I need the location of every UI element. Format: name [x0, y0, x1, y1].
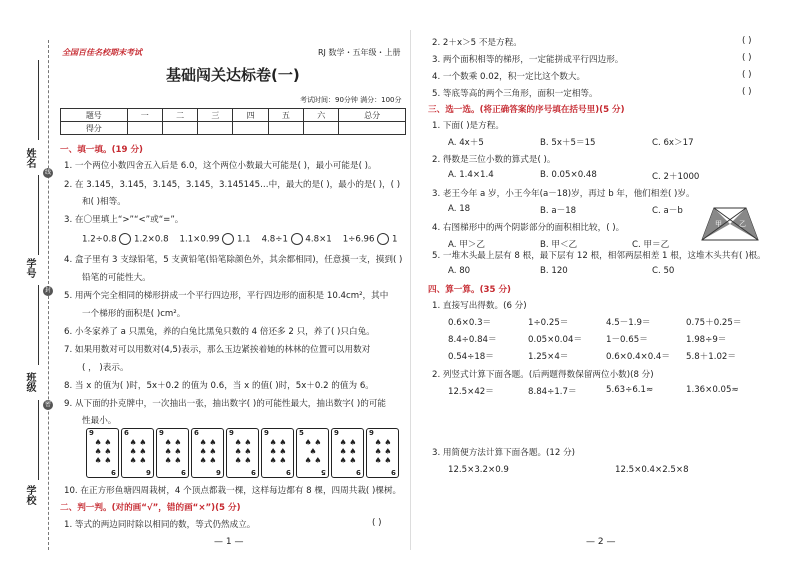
compare-expr: 1.1 [236, 234, 251, 245]
choice-option[interactable]: A. 4x＋5 [448, 138, 484, 148]
choice-5: 5. 一堆木头最上层有 8 根，最下层有 12 根，相邻两层相差 1 根，这堆木头共有( )根。 [432, 251, 766, 261]
spade-pips: ♠ ♠ ♠ ♠ ♠ ♠ [374, 438, 392, 465]
choice-option[interactable]: C. 甲＝乙 [632, 240, 670, 250]
vertical-calc-item: 1.36×0.05≈ [686, 385, 739, 395]
playing-card [156, 428, 189, 478]
compare-circle[interactable] [377, 233, 389, 245]
mental-math-item: 1÷0.25＝ [528, 318, 569, 328]
calc-1-title: 1. 直接写出得数。(6 分) [432, 301, 527, 311]
compare-circle[interactable] [291, 233, 303, 245]
playing-card [191, 428, 224, 478]
compare-row [82, 233, 397, 245]
compare-expr: 1.2÷0.8 [82, 234, 117, 245]
score-cell[interactable] [339, 122, 406, 135]
score-header: 题号 [61, 109, 128, 122]
page-number: — 2 — [586, 537, 616, 547]
card-rank-bottom: 5 [321, 468, 326, 476]
section-1-title: 一、填一填。(19 分) [60, 145, 143, 155]
mental-math-item: 0.54÷18＝ [448, 352, 494, 362]
question-9: 9. 从下面的扑克牌中，一次抽出一张，抽出数字( )的可能性最大，抽出数字( )的可能 [64, 399, 386, 409]
answer-paren[interactable]: ( ) [742, 36, 752, 46]
card-rank: 9 [369, 429, 374, 437]
answer-paren[interactable]: ( ) [742, 70, 752, 80]
spade-pips: ♠ ♠ ♠ ♠ ♠ ♠ [339, 438, 357, 465]
mental-math-item: 1－0.65＝ [606, 335, 648, 345]
score-header: 总分 [339, 109, 406, 122]
playing-card [121, 428, 154, 478]
calc-2-title: 2. 列竖式计算下面各题。(后两题得数保留两位小数)(8 分) [432, 370, 654, 380]
question-1: 1. 一个两位小数四舍五入后是 6.0，这个两位小数最大可能是( )，最小可能是( )。 [64, 161, 377, 171]
spade-pips: ♠ ♠ ♠ ♠ ♠ ♠ [164, 438, 182, 465]
question-5: 5. 用两个完全相同的梯形拼成一个平行四边形，平行四边形的面积是 10.4cm²，其中 [64, 291, 389, 301]
mental-math-item: 5.8＋1.02＝ [686, 352, 736, 362]
judge-2: 2. 2＋x＞5 不是方程。 [432, 38, 522, 48]
compare-expr: 1÷6.96 [342, 234, 375, 245]
section-4-title: 四、算一算。(35 分) [428, 285, 511, 295]
mental-math-item: 1.98÷9＝ [686, 335, 727, 345]
calc-3-title: 3. 用简便方法计算下面各题。(12 分) [432, 448, 576, 458]
judge-3: 3. 两个面积相等的梯形，一定能拼成平行四边形。 [432, 55, 624, 65]
judge-4: 4. 一个数乘 0.02，积一定比这个数大。 [432, 72, 586, 82]
score-header: 五 [268, 109, 303, 122]
vertical-calc-item: 8.84÷1.7＝ [528, 387, 577, 397]
time-info: 考试时间：90分钟 满分：100分 [300, 96, 402, 104]
choice-2: 2. 得数是三位小数的算式是( )。 [432, 155, 556, 165]
vertical-calc-item: 12.5×42＝ [448, 387, 494, 397]
question-2-cont: 和( )相等。 [82, 197, 126, 207]
mental-math-item: 0.6×0.3＝ [448, 318, 492, 328]
trapezoid-figure [700, 206, 760, 242]
card-rank-bottom: 6 [216, 468, 221, 476]
series-label: 全国百佳名校期末考试 [62, 48, 142, 57]
judge-1: 1. 等式的两边同时除以相同的数，等式仍然成立。 [64, 520, 256, 530]
answer-paren[interactable]: ( ) [742, 53, 752, 63]
question-8: 8. 当 x 的值为( )时，5x＋0.2 的值为 0.6，当 x 的值( )时，5x＋0.2 的值为 6。 [64, 381, 374, 391]
compare-expr: 4.8×1 [305, 234, 332, 245]
choice-3: 3. 老王今年 a 岁，小王今年(a－18)岁，再过 b 年，他们相差( )岁。 [432, 189, 695, 199]
spade-pips: ♠ ♠ ♠ ♠ ♠ ♠ [234, 438, 252, 465]
card-rank-bottom: 9 [391, 468, 396, 476]
choice-1: 1. 下面( )是方程。 [432, 121, 504, 131]
card-rank: 9 [89, 429, 94, 437]
simplify-item: 12.5×3.2×0.9 [448, 465, 509, 475]
score-row-label: 得分 [61, 122, 128, 135]
choice-option[interactable]: B. a－18 [540, 206, 577, 216]
card-rank-bottom: 9 [286, 468, 291, 476]
score-cell[interactable] [127, 122, 162, 135]
compare-expr: 1.2×0.8 [134, 234, 169, 245]
question-4-cont: 铅笔的可能性大。 [82, 273, 151, 283]
label-yi: 乙 [739, 220, 746, 228]
mental-math-item: 8.4÷0.84＝ [448, 335, 497, 345]
question-5-cont: 一个梯形的面积是( )cm²。 [82, 309, 186, 319]
answer-paren[interactable]: ( ) [742, 87, 752, 97]
mental-math-item: 0.75＋0.25＝ [686, 318, 742, 328]
school-label: 学校 [24, 485, 35, 505]
choice-option[interactable]: B. 120 [540, 266, 568, 276]
page-title: 基础闯关达标卷(一) [166, 66, 300, 84]
score-header: 三 [198, 109, 233, 122]
page-divider [410, 30, 411, 550]
card-rank-bottom: 9 [251, 468, 256, 476]
compare-circle[interactable] [119, 233, 131, 245]
choice-option[interactable]: B. 5x＋5＝15 [540, 138, 596, 148]
playing-card [331, 428, 364, 478]
mental-math-item: 0.6×0.4×0.4＝ [606, 352, 670, 362]
spade-pips: ♠ ♠ ♠ ♠ ♠ ♠ [94, 438, 112, 465]
playing-card [226, 428, 259, 478]
score-cell[interactable] [162, 122, 197, 135]
choice-option[interactable]: A. 80 [448, 266, 471, 276]
card-rank: 9 [229, 429, 234, 437]
card-rank: 9 [159, 429, 164, 437]
spade-pips: ♠ ♠ ♠ ♠ ♠ ♠ [269, 438, 287, 465]
seal-mark: 线 [44, 169, 51, 176]
choice-option[interactable]: A. 1.4×1.4 [448, 170, 494, 180]
score-cell[interactable] [233, 122, 268, 135]
edition-label: RJ 数学・五年级・上册 [318, 48, 401, 57]
page-number: — 1 — [214, 537, 244, 547]
judge-5: 5. 等底等高的两个三角形，面积一定相等。 [432, 89, 598, 99]
compare-expr: 1.1×0.99 [179, 234, 220, 245]
card-rank-bottom: 9 [181, 468, 186, 476]
question-10: 10. 在正方形鱼塘四周栽树，4 个顶点都栽一棵，这样每边都有 8 棵，四周共栽( )棵树。 [64, 486, 402, 496]
section-2-title: 二、判一判。(对的画“√”，错的画“×”)(5 分) [60, 503, 241, 513]
score-header: 四 [233, 109, 268, 122]
question-4: 4. 盒子里有 3 支绿铅笔，5 支黄铅笔(铅笔除颜色外，其余都相同)，任意摸一支，摸到( ) [64, 255, 403, 265]
question-3: 3. 在〇里填上“>”“<”或“=”。 [64, 215, 184, 225]
playing-card [366, 428, 399, 478]
score-header: 六 [304, 109, 339, 122]
card-rank: 9 [264, 429, 269, 437]
question-2: 2. 在 3.145，3.145，3.145，3.145，3.145145…中，最大的是( )，最小的是( )，( ) [64, 180, 401, 190]
score-cell[interactable] [304, 122, 339, 135]
seal-mark: 封 [44, 287, 51, 294]
card-rank-bottom: 6 [146, 468, 151, 476]
compare-circle[interactable] [222, 233, 234, 245]
choice-option[interactable]: A. 18 [448, 204, 471, 214]
score-header: 二 [162, 109, 197, 122]
school-underline [38, 400, 40, 480]
compare-expr: 1 [391, 234, 398, 245]
score-cell[interactable] [198, 122, 233, 135]
vertical-calc-item: 5.63÷6.1≈ [606, 385, 654, 395]
label-jia: 甲 [715, 220, 722, 228]
choice-4: 4. 右图梯形中的两个阴影部分的面积相比较，( )。 [432, 223, 625, 233]
mental-math-item: 0.05×0.04＝ [528, 335, 583, 345]
class-label: 班级 [24, 372, 35, 392]
spade-pips: ♠ ♠ ♠ ♠ ♠ ♠ [199, 438, 217, 465]
spade-pips: ♠ ♠ ♠ ♠ ♠ ♠ [129, 438, 147, 465]
question-7-cont: ( ， )表示。 [82, 363, 129, 373]
name-label: 姓名 [24, 148, 35, 168]
answer-paren[interactable]: ( ) [372, 518, 382, 528]
question-7: 7. 如果用数对可以用数对(4,5)表示，那么玉边紧挨着她的林林的位置可以用数对 [64, 345, 371, 355]
class-underline [38, 285, 40, 365]
card-rank: 9 [334, 429, 339, 437]
section-3-title: 三、选一选。(将正确答案的序号填在括号里)(5 分) [428, 105, 625, 115]
choice-option[interactable]: C. 50 [652, 266, 675, 276]
question-9-cont: 性最小。 [82, 416, 117, 426]
spade-pips: ♠ ♠ ♠ ♠ ♠ [304, 438, 322, 465]
student-id-label: 学号 [24, 258, 35, 278]
card-rank-bottom: 9 [111, 468, 116, 476]
question-6: 6. 小冬家养了 a 只黑兔，养的白兔比黑兔只数的 4 倍还多 2 只，养了( )只白兔。 [64, 327, 375, 337]
card-rank: 6 [124, 429, 129, 437]
card-rank: 5 [299, 429, 304, 437]
choice-option[interactable]: C. 6x＞17 [652, 138, 694, 148]
choice-option[interactable]: C. a－b [652, 206, 683, 216]
score-cell[interactable] [268, 122, 303, 135]
choice-option[interactable]: B. 甲＜乙 [540, 240, 578, 250]
score-header: 一 [127, 109, 162, 122]
student-id-underline [38, 175, 40, 255]
choice-option[interactable]: C. 2＋1000 [652, 172, 700, 182]
playing-card [86, 428, 119, 478]
choice-option[interactable]: B. 0.05×0.48 [540, 170, 597, 180]
seal-mark: 密 [44, 401, 51, 408]
playing-card [261, 428, 294, 478]
name-underline [38, 60, 40, 140]
simplify-item: 12.5×0.4×2.5×8 [615, 465, 689, 475]
compare-expr: 4.8÷1 [261, 234, 288, 245]
choice-option[interactable]: A. 甲＞乙 [448, 240, 485, 250]
card-rank-bottom: 9 [356, 468, 361, 476]
score-table [60, 108, 406, 135]
mental-math-item: 4.5－1.9＝ [606, 318, 651, 328]
playing-card [296, 428, 329, 478]
mental-math-item: 1.25×4＝ [528, 352, 569, 362]
card-rank: 6 [194, 429, 199, 437]
